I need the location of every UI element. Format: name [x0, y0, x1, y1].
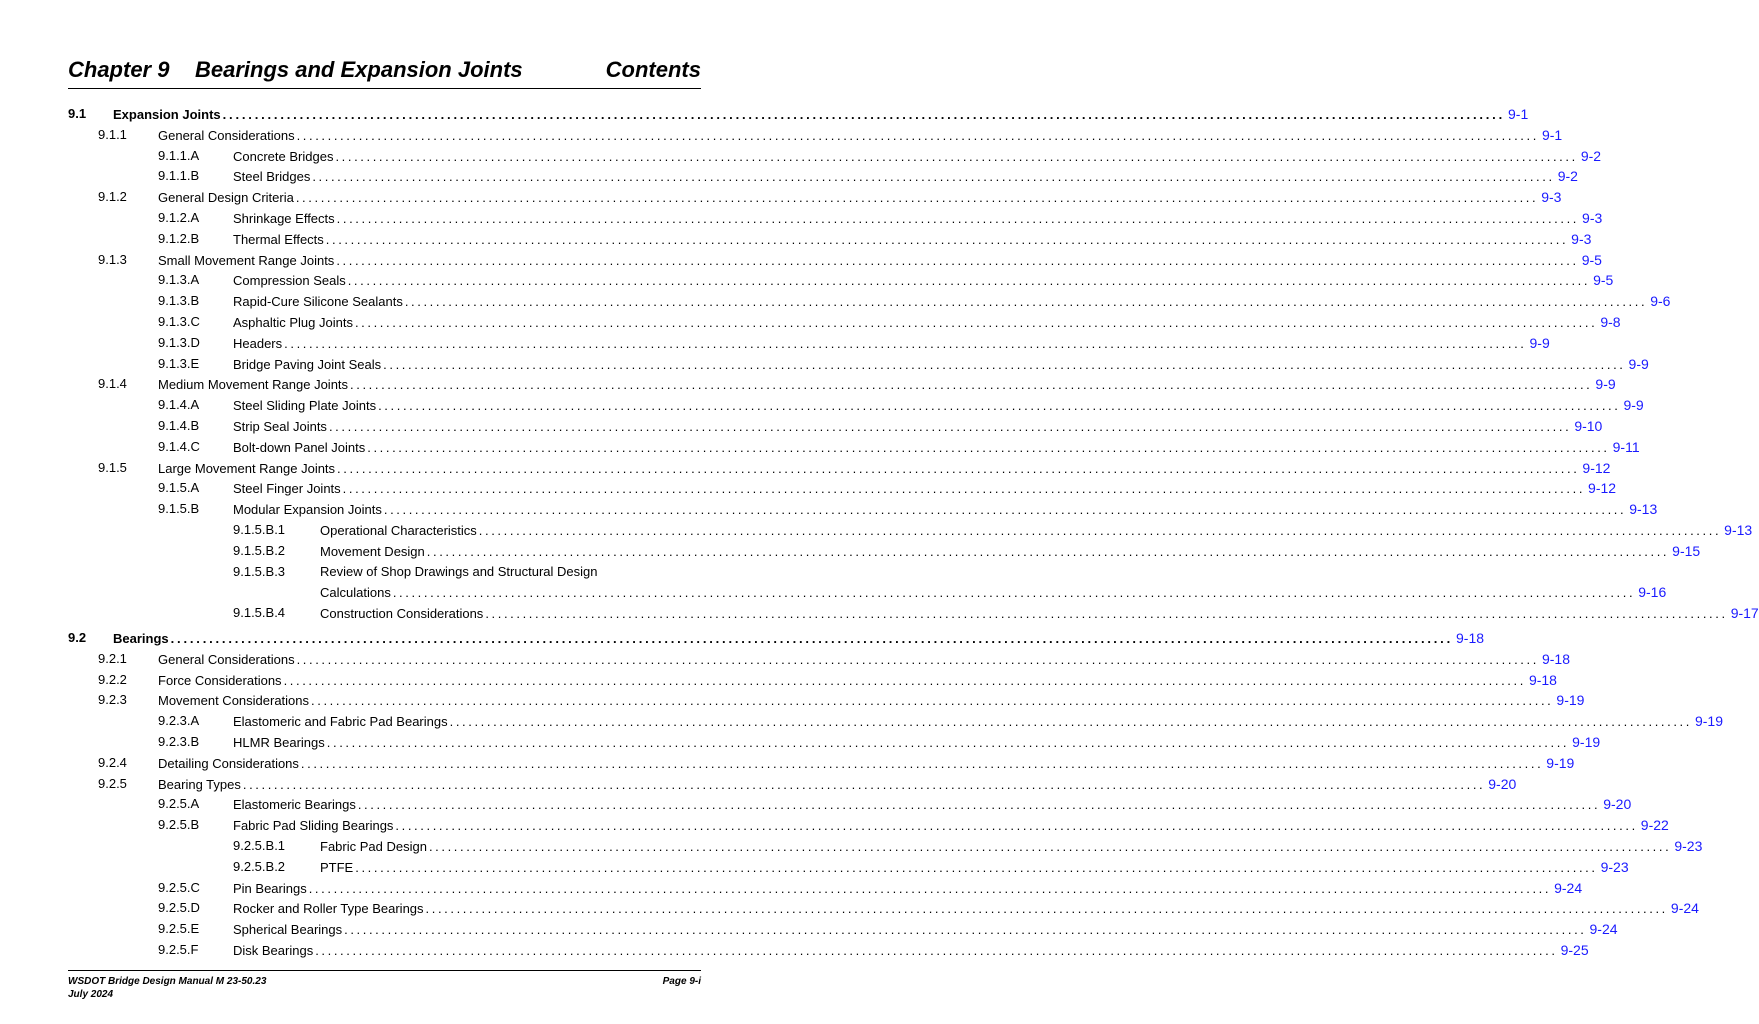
toc-entry[interactable] [98, 774, 1517, 794]
dot-leader: ........................................................................................................................................................................................................ [347, 273, 1591, 289]
toc-entry[interactable] [98, 753, 1575, 773]
toc-entry[interactable] [158, 940, 1589, 960]
toc-entry-title: Bearings [113, 629, 171, 649]
dot-leader: ........................................................................................................................................................................................................ [342, 481, 1586, 497]
toc-entry[interactable] [158, 354, 1649, 374]
dot-leader: ........................................................................................................................................................................................................ [426, 543, 1670, 559]
toc-entry-title: Headers [233, 334, 284, 354]
toc-entry-page-link[interactable]: 9-11 [1612, 438, 1640, 455]
dot-leader: ........................................................................................................................................................................................................ [326, 735, 1570, 750]
chapter-header [68, 56, 701, 89]
dot-leader: ........................................................................................................................................................................................................ [404, 294, 1648, 310]
toc-entry-page-link[interactable]: 9-3 [1571, 230, 1592, 247]
toc-entry-number: 9.2.5.B.1 [233, 838, 286, 853]
toc-entry-page-link[interactable]: 9-19 [1572, 734, 1601, 750]
toc-entry-page-link[interactable]: 9-6 [1650, 293, 1671, 310]
toc-entry-page-link[interactable]: 9-3 [1582, 210, 1603, 226]
dot-leader: ........................................................................................................................................................................................................ [344, 922, 1587, 938]
toc-entry-title: Concrete Bridges [233, 147, 335, 167]
toc-entry[interactable] [98, 649, 1570, 669]
toc-entry-number: 9.1.5.B.4 [233, 605, 286, 621]
toc-entry-page-link[interactable]: 9-25 [1560, 942, 1589, 958]
toc-entry[interactable] [98, 374, 1616, 394]
toc-entry-title: PTFE [320, 858, 355, 878]
dot-leader: ........................................................................................................................................................................................................ [296, 651, 1539, 667]
dot-leader: ........................................................................................................................................................................................................ [336, 211, 1580, 226]
dot-leader: ........................................................................................................................................................................................................ [337, 460, 1580, 476]
toc-entry-page-link[interactable]: 9-9 [1628, 355, 1649, 372]
toc-entry-number: 9.1.3.A [158, 272, 200, 288]
toc-entry-number: 9.1.2 [98, 189, 127, 205]
dot-leader: ........................................................................................................................................................................................................ [354, 315, 1598, 330]
toc-entry[interactable] [158, 794, 1632, 814]
toc-entry[interactable] [158, 898, 1699, 918]
toc-entry[interactable] [233, 857, 1629, 877]
toc-entry[interactable] [68, 628, 1485, 648]
dot-leader: ........................................................................................................................................................................................................ [350, 377, 1593, 393]
toc-entry[interactable] [158, 146, 1602, 166]
toc-entry-title: Shrinkage Effects [233, 209, 337, 229]
dot-leader: ........................................................................................................................................................................................................ [284, 335, 1527, 351]
dot-leader: ........................................................................................................................................................................................................ [222, 107, 1506, 122]
toc-entry-number: 9.1 [68, 106, 87, 121]
toc-entry-title: Detailing Considerations [158, 754, 301, 774]
toc-entry-title: Strip Seal Joints [233, 417, 329, 437]
chapter-number: Chapter 9 [68, 57, 170, 82]
toc-entry-title: Steel Finger Joints [233, 479, 343, 499]
dot-leader: ........................................................................................................................................................................................................ [357, 797, 1601, 813]
toc-entry[interactable] [158, 437, 1640, 457]
dot-leader: ........................................................................................................................................................................................................ [295, 190, 1539, 206]
toc-entry-page-link[interactable]: 9-20 [1603, 796, 1632, 813]
toc-entry-page-link[interactable]: 9-10 [1574, 418, 1603, 434]
toc-entry-page-link[interactable]: 9-24 [1554, 879, 1583, 896]
toc-entry[interactable] [158, 208, 1603, 228]
toc-entry-title: Calculations [320, 583, 393, 603]
dot-leader: ........................................................................................................................................................................................................ [378, 398, 1621, 414]
toc-entry-page-link[interactable]: 9-8 [1600, 314, 1621, 330]
dot-leader: ........................................................................................................................................................................................................ [428, 839, 1672, 854]
dot-leader: ........................................................................................................................................................................................................ [325, 231, 1569, 247]
toc-entry-page-link[interactable]: 9-23 [1674, 838, 1703, 854]
toc-entry-title: Expansion Joints [113, 105, 223, 125]
dot-leader: ........................................................................................................................................................................................................ [283, 672, 1526, 688]
dot-leader: ........................................................................................................................................................................................................ [300, 755, 1544, 771]
dot-leader: ........................................................................................................................................................................................................ [336, 252, 1579, 268]
toc-entry[interactable] [158, 878, 1583, 898]
toc-entry-number: 9.2.5.A [158, 796, 200, 812]
toc-entry[interactable] [158, 416, 1603, 436]
toc-entry-number: 9.1.1.B [158, 168, 200, 184]
dot-leader: ........................................................................................................................................................................................................ [367, 439, 1610, 455]
toc-entry[interactable] [158, 166, 1578, 186]
toc-entry-page-link[interactable]: 9-2 [1580, 147, 1602, 164]
toc-entry[interactable] [158, 291, 1671, 311]
toc-entry[interactable] [98, 125, 1563, 145]
toc-entry-number: 9.1.5.B [158, 501, 200, 517]
toc-entry-number: 9.2.3.A [158, 713, 200, 729]
toc-entry-page-link[interactable]: 9-5 [1593, 272, 1614, 289]
toc-entry-page-link[interactable]: 9-1 [1508, 106, 1529, 122]
toc-entry-number: 9.1.1 [98, 126, 127, 142]
toc-entry-title: General Considerations [158, 126, 297, 146]
toc-entry-page-link[interactable]: 9-2 [1557, 168, 1578, 185]
toc-entry-title: Elastomeric and Fabric Pad Bearings [233, 712, 450, 732]
toc-entry-page-link[interactable]: 9-13 [1724, 522, 1753, 538]
toc-entry-page-link[interactable]: 9-24 [1589, 921, 1618, 938]
toc-entry-number: 9.2.5 [98, 775, 127, 791]
toc-entry-page-link[interactable]: 9-24 [1670, 900, 1699, 917]
toc-entry-page-link[interactable]: 9-23 [1600, 858, 1629, 875]
toc-entry-number: 9.1.5 [98, 459, 127, 475]
dot-leader: ........................................................................................................................................................................................................ [311, 693, 1554, 709]
toc-entry-number: 9.2.4 [98, 754, 127, 770]
toc-entry-number: 9.2.5.B.2 [233, 858, 286, 874]
toc-entry[interactable] [158, 711, 1724, 731]
dot-leader: ........................................................................................................................................................................................................ [308, 880, 1552, 896]
toc-entry-page-link[interactable]: 9-3 [1541, 189, 1562, 206]
toc-entry-title: Steel Sliding Plate Joints [233, 396, 378, 416]
toc-entry-title: Fabric Pad Sliding Bearings [233, 816, 395, 836]
toc-entry-title: General Design Criteria [158, 188, 296, 208]
toc-entry[interactable] [98, 187, 1562, 207]
toc-entry-page-link[interactable]: 9-15 [1672, 542, 1701, 559]
toc-entry-number: 9.1.5.B.1 [233, 522, 286, 537]
dot-leader: ........................................................................................................................................................................................................ [383, 356, 1626, 372]
toc-entry-title: Rapid-Cure Silicone Sealants [233, 292, 405, 312]
dot-leader: ........................................................................................................................................................................................................ [425, 901, 1668, 917]
dot-leader: ........................................................................................................................................................................................................ [296, 127, 1539, 143]
toc-entry-title: Compression Seals [233, 271, 348, 291]
toc-entry-page-link[interactable]: 9-18 [1456, 630, 1485, 646]
footer-rule [68, 970, 701, 971]
dot-leader: ........................................................................................................................................................................................................ [485, 606, 1728, 622]
dot-leader: ........................................................................................................................................................................................................ [383, 502, 1627, 518]
toc-entry-page-link[interactable]: 9-12 [1582, 459, 1611, 476]
chapter-title: Bearings and Expansion Joints [195, 57, 523, 82]
toc-entry-number: 9.2.3.B [158, 734, 200, 749]
contents-label: Contents [605, 57, 701, 82]
toc-entry[interactable] [98, 250, 1602, 270]
toc-entry[interactable] [158, 478, 1617, 498]
toc-entry[interactable] [98, 690, 1585, 710]
dot-leader: ........................................................................................................................................................................................................ [392, 585, 1636, 601]
footer-manual: WSDOT Bridge Design Manual M 23-50.23 [68, 976, 267, 987]
toc-entry-number: 9.1.3 [98, 251, 127, 267]
dot-leader: ........................................................................................................................................................................................................ [242, 776, 1486, 792]
toc-entry[interactable] [233, 520, 1753, 540]
dot-leader: ........................................................................................................................................................................................................ [170, 631, 1454, 646]
toc-entry-number: 9.1.2.A [158, 210, 200, 225]
toc-entry-number: 9.1.5.B.3 [233, 563, 286, 579]
toc-entry-title: Steel Bridges [233, 167, 312, 187]
toc-entry-page-link[interactable]: 9-19 [1556, 692, 1585, 709]
toc-entry-title: General Considerations [158, 650, 297, 670]
dot-leader: ........................................................................................................................................................................................................ [335, 148, 1578, 164]
toc-entry-title: Movement Considerations [158, 691, 311, 711]
toc-entry-title: Asphaltic Plug Joints [233, 313, 355, 333]
toc-entry-title: Medium Movement Range Joints [158, 375, 350, 395]
toc-entry-number: 9.2 [68, 630, 87, 645]
toc-entry-number: 9.1.4.C [158, 438, 200, 454]
toc-entry-number: 9.2.5.E [158, 921, 200, 937]
toc-entry-number: 9.2.5.B [158, 817, 200, 833]
footer-page: Page 9-i [662, 976, 701, 987]
toc-entry-title: Elastomeric Bearings [233, 795, 358, 815]
toc-entry[interactable] [158, 333, 1550, 353]
dot-leader: ........................................................................................................................................................................................................ [449, 714, 1692, 730]
toc-entry-title: Construction Considerations [320, 604, 485, 624]
dot-leader: ........................................................................................................................................................................................................ [328, 419, 1572, 434]
toc-entry-title: Bolt-down Panel Joints [233, 438, 367, 458]
toc-entry[interactable] [233, 836, 1703, 856]
toc-entry-page-link[interactable]: 9-9 [1623, 397, 1644, 414]
toc-entry-page-link[interactable]: 9-12 [1588, 480, 1617, 497]
toc-entry-continuation[interactable] [320, 582, 1667, 602]
toc-entry-title: Spherical Bearings [233, 920, 344, 940]
toc-entry-title: Bridge Paving Joint Seals [233, 355, 383, 375]
toc-entry-number: 9.1.1.A [158, 147, 200, 163]
toc-entry[interactable] [158, 732, 1601, 752]
toc-entry-title: Rocker and Roller Type Bearings [233, 899, 426, 919]
toc-entry-page-link[interactable]: 9-17 [1730, 605, 1759, 622]
toc-entry-page-link[interactable]: 9-13 [1629, 501, 1658, 518]
toc-entry-number: 9.1.3.D [158, 334, 200, 350]
toc-entry-number: 9.2.5.C [158, 879, 200, 895]
toc-entry[interactable] [158, 499, 1658, 519]
dot-leader: ........................................................................................................................................................................................................ [355, 859, 1598, 875]
toc-entry-title: Large Movement Range Joints [158, 459, 337, 479]
toc-entry[interactable] [158, 815, 1669, 835]
toc-entry-title: HLMR Bearings [233, 733, 327, 753]
toc-entry-title: Force Considerations [158, 671, 284, 691]
toc-entry-page-link[interactable]: 9-9 [1529, 334, 1550, 351]
toc-entry[interactable] [68, 104, 1529, 124]
toc-entry-page-link[interactable]: 9-22 [1640, 817, 1669, 834]
toc-entry[interactable] [98, 458, 1611, 478]
toc-entry-number: 9.2.5.F [158, 942, 199, 957]
toc-entry[interactable] [158, 312, 1621, 332]
toc-entry-page-link[interactable]: 9-18 [1541, 650, 1570, 667]
toc-entry-number: 9.2.3 [98, 692, 127, 708]
toc-entry-number: 9.1.3.E [158, 355, 200, 371]
dot-leader: ........................................................................................................................................................................................................ [478, 523, 1722, 538]
toc-entry-title: Disk Bearings [233, 941, 315, 961]
toc-entry-number: 9.2.5.D [158, 900, 200, 916]
dot-leader: ........................................................................................................................................................................................................ [395, 818, 1638, 834]
toc-entry-number: 9.2.2 [98, 671, 127, 687]
toc-entry-title: Pin Bearings [233, 879, 309, 899]
toc-entry[interactable] [233, 562, 701, 582]
toc-entry-title: Review of Shop Drawings and Structural Design [320, 563, 598, 579]
toc-entry-number: 9.1.5.A [158, 480, 200, 496]
toc-entry-number: 9.1.3.B [158, 293, 200, 309]
toc-entry-number: 9.1.2.B [158, 230, 200, 246]
toc-entry-title: Thermal Effects [233, 230, 326, 250]
dot-leader: ........................................................................................................................................................................................................ [312, 169, 1555, 185]
toc-entry-page-link[interactable]: 9-19 [1546, 754, 1575, 771]
toc-entry[interactable] [233, 603, 1759, 623]
toc-entry[interactable] [158, 395, 1644, 415]
toc-entry-title: Movement Design [320, 542, 427, 562]
toc-entry[interactable] [158, 919, 1618, 939]
toc-entry-title: Fabric Pad Design [320, 837, 429, 857]
toc-entry-number: 9.1.4.B [158, 418, 200, 433]
toc-entry-number: 9.2.1 [98, 650, 127, 666]
toc-entry[interactable] [158, 229, 1592, 249]
toc-entry-page-link[interactable]: 9-16 [1638, 584, 1667, 601]
toc-entry-page-link[interactable]: 9-9 [1595, 376, 1616, 393]
toc-entry-number: 9.1.5.B.2 [233, 542, 286, 558]
toc-entry-page-link[interactable]: 9-19 [1694, 713, 1724, 730]
toc-entry-title: Bearing Types [158, 775, 243, 795]
toc-entry-page-link[interactable]: 9-18 [1528, 671, 1557, 688]
toc-entry-page-link[interactable]: 9-5 [1581, 251, 1602, 268]
toc-entry-title: Small Movement Range Joints [158, 251, 336, 271]
toc-entry-title: Modular Expansion Joints [233, 500, 384, 520]
toc-entry-title: Operational Characteristics [320, 521, 479, 541]
toc-entry[interactable] [158, 270, 1614, 290]
toc-entry-number: 9.1.4 [98, 376, 127, 392]
toc-entry-number: 9.1.4.A [158, 397, 200, 413]
footer-date: July 2024 [68, 989, 114, 1000]
toc-entry[interactable] [98, 670, 1557, 690]
toc-entry[interactable] [233, 541, 1701, 561]
toc-entry-page-link[interactable]: 9-20 [1488, 775, 1517, 792]
dot-leader: ........................................................................................................................................................................................................ [315, 943, 1558, 958]
toc-entry-page-link[interactable]: 9-1 [1541, 126, 1563, 143]
toc-entry-number: 9.1.3.C [158, 314, 200, 329]
